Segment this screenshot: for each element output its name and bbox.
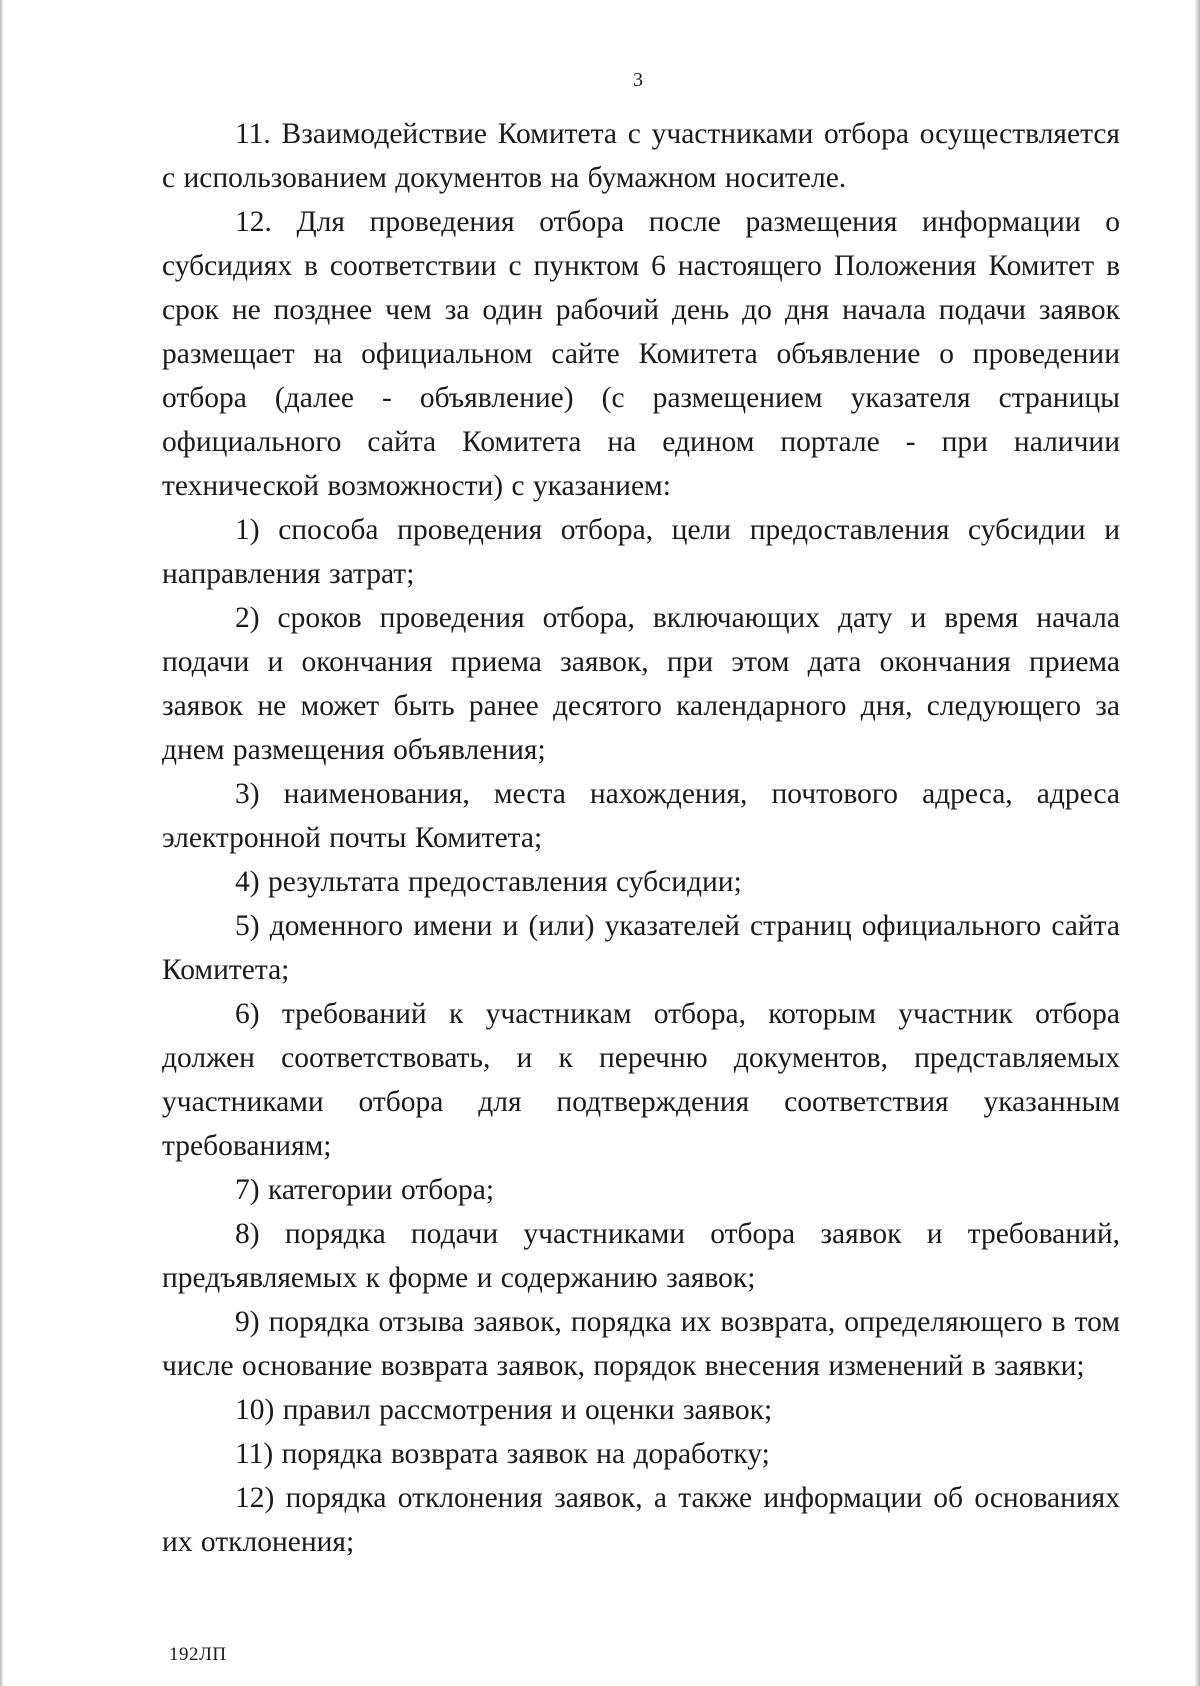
list-item-10: 10) правил рассмотрения и оценки заявок; — [235, 1394, 773, 1426]
list-item-9: 9) порядка отзыва заявок, порядка их возврата, определяющего в том числе основание возврата заявок, порядок внесения изменений в заявки; — [162, 1306, 1120, 1382]
list-item-2: 2) сроков проведения отбора, включающих дату и время начала подачи и окончания приема заявок, при этом дата окончания приема заявок не может быть ранее десятого календарного дня, следующего за днем размещения объявления; — [162, 602, 1120, 766]
list-item-8: 8) порядка подачи участниками отбора заявок и требований, предъявляемых к форме и содержанию заявок; — [162, 1218, 1120, 1294]
paragraph-11: 11. Взаимодействие Комитета с участниками отбора осуществляется с использованием документов на бумажном носителе. — [162, 118, 1120, 194]
page-number: 3 — [633, 69, 643, 91]
scan-right-edge — [1194, 0, 1200, 1686]
list-item-12: 12) порядка отклонения заявок, а также информации об основаниях их отклонения; — [162, 1482, 1120, 1558]
list-item-3: 3) наименования, места нахождения, почтового адреса, адреса электронной почты Комитета; — [162, 778, 1120, 854]
scan-left-edge — [0, 0, 4, 1686]
list-item-11: 11) порядка возврата заявок на доработку; — [235, 1438, 770, 1470]
document-body — [162, 112, 1120, 1564]
list-item-4: 4) результата предоставления субсидии; — [235, 866, 742, 898]
list-item-6: 6) требований к участникам отбора, которым участник отбора должен соответствовать, и к перечню документов, представляемых участниками отбора для подтверждения соответствия указанным требованиям; — [162, 998, 1120, 1162]
paragraph-12: 12. Для проведения отбора после размещения информации о субсидиях в соответствии с пунктом 6 настоящего Положения Комитет в срок не позднее чем за один рабочий день до дня начала подачи заявок размещает на официальном сайте Комитета объявление о проведении отбора (далее - объявление) (с размещением указателя страницы официального сайта Комитета на едином портале - при наличии технической возможности) с указанием: — [162, 206, 1120, 502]
document-code: 192ЛП — [169, 1644, 227, 1665]
list-item-7: 7) категории отбора; — [235, 1174, 495, 1206]
list-item-5: 5) доменного имени и (или) указателей страниц официального сайта Комитета; — [162, 910, 1120, 986]
list-item-1: 1) способа проведения отбора, цели предоставления субсидии и направления затрат; — [162, 514, 1120, 590]
